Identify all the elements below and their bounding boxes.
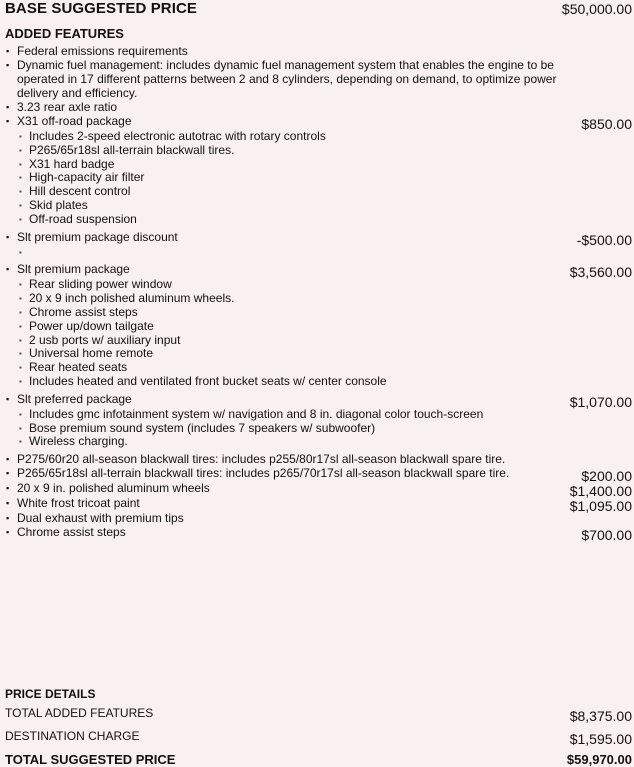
feature-sub-list <box>5 408 632 449</box>
feature-sub-item: ▪ 2 usb ports w/ auxiliary input <box>5 334 632 348</box>
total-added-features-label: TOTAL ADDED FEATURES <box>5 706 154 720</box>
feature-price: $200.00 <box>581 468 632 485</box>
added-features-list <box>5 44 632 544</box>
feature-label: ▪ P275/60r20 all-season blackwall tires: includes p255/80r17sl all-season blackwall spare tire. <box>5 452 632 466</box>
feature-price: $850.00 <box>581 116 632 132</box>
feature-label: ▪ Chrome assist steps <box>5 525 632 539</box>
feature-sub-item: ▪ Skid plates <box>5 199 632 213</box>
feature-sub-item: ▪ Rear heated seats <box>5 361 632 375</box>
feature-label: ▪ Dual exhaust with premium tips <box>5 511 632 525</box>
feature-item <box>5 230 632 260</box>
added-features-title: ADDED FEATURES <box>5 26 124 41</box>
feature-sub-item: ▪ Rear sliding power window <box>5 278 632 292</box>
feature-sub-item: ▪ High-capacity air filter <box>5 171 632 185</box>
feature-label: ▪ 3.23 rear axle ratio <box>5 100 632 114</box>
feature-sub-item: ▪ Includes heated and ventilated front bucket seats w/ center console <box>5 375 632 389</box>
feature-item <box>5 262 632 388</box>
feature-item <box>5 100 632 114</box>
total-suggested-price-value: $59,970.00 <box>566 752 632 767</box>
feature-sub-item: ▪ Power up/down tailgate <box>5 320 632 334</box>
feature-label: ▪ Dynamic fuel management: includes dynamic fuel management system that enables the engine to be operated in 17 different patterns between 2 and 8 cylinders, depending on demand, to optimize power delivery and efficiency. <box>5 58 632 100</box>
feature-label: ▪ X31 off-road package <box>5 114 632 128</box>
feature-label: ▪ Slt premium package <box>5 262 632 276</box>
feature-item <box>5 44 632 58</box>
feature-item <box>5 481 632 500</box>
feature-sub-list <box>5 130 632 227</box>
total-added-features-row <box>5 706 632 724</box>
feature-label: ▪ 20 x 9 in. polished aluminum wheels <box>5 481 632 495</box>
feature-sub-item: ▪ Includes gmc infotainment system w/ navigation and 8 in. diagonal color touch-screen <box>5 408 632 422</box>
feature-price: -$500.00 <box>576 231 632 248</box>
feature-label: ▪ Federal emissions requirements <box>5 44 632 58</box>
feature-sub-item: ▪ Off-road suspension <box>5 213 632 227</box>
feature-item <box>5 525 632 544</box>
feature-price: $3,560.00 <box>569 264 632 281</box>
base-price-value: $50,000.00 <box>561 1 632 17</box>
feature-sub-item: ▪ P265/65r18sl all-terrain blackwall tires. <box>5 144 632 158</box>
feature-sub-list <box>5 246 632 260</box>
total-suggested-price-label: TOTAL SUGGESTED PRICE <box>5 752 176 767</box>
feature-sub-item <box>5 246 632 260</box>
price-details-title: PRICE DETAILS <box>5 687 96 701</box>
total-suggested-price-row <box>5 752 632 766</box>
feature-sub-item: ▪ Hill descent control <box>5 185 632 199</box>
feature-item <box>5 392 632 449</box>
feature-sub-item: ▪ Universal home remote <box>5 347 632 361</box>
destination-charge-label: DESTINATION CHARGE <box>5 729 140 743</box>
feature-label: ▪ P265/65r18sl all-terrain blackwall tires: includes p265/70r17sl all-season blackwall spare tire. <box>5 466 632 480</box>
feature-price: $1,070.00 <box>569 393 632 410</box>
feature-item <box>5 58 632 100</box>
destination-charge-value: $1,595.00 <box>569 731 632 747</box>
feature-sub-item: ▪ Bose premium sound system (includes 7 speakers w/ subwoofer) <box>5 422 632 436</box>
feature-item <box>5 452 632 466</box>
feature-label: ▪ Slt preferred package <box>5 392 632 406</box>
base-price-title: BASE SUGGESTED PRICE <box>5 0 198 17</box>
feature-price: $700.00 <box>581 527 632 544</box>
feature-sub-item: ▪ Includes 2-speed electronic autotrac with rotary controls <box>5 130 632 144</box>
feature-price: $1,095.00 <box>569 498 632 515</box>
feature-item <box>5 466 632 485</box>
feature-price: $1,400.00 <box>569 483 632 500</box>
feature-label: ▪ White frost tricoat paint <box>5 496 632 510</box>
feature-label: ▪ Slt premium package discount <box>5 230 632 244</box>
feature-sub-item: ▪ Wireless charging. <box>5 435 632 449</box>
feature-sub-list <box>5 278 632 388</box>
feature-item <box>5 511 632 525</box>
feature-item <box>5 496 632 515</box>
base-price-row <box>5 0 632 20</box>
feature-sub-item: ▪ 20 x 9 inch polished aluminum wheels. <box>5 292 632 306</box>
destination-charge-row <box>5 729 632 747</box>
feature-item <box>5 114 632 227</box>
feature-sub-item: ▪ Chrome assist steps <box>5 306 632 320</box>
feature-sub-item: ▪ X31 hard badge <box>5 158 632 172</box>
total-added-features-value: $8,375.00 <box>569 708 632 724</box>
